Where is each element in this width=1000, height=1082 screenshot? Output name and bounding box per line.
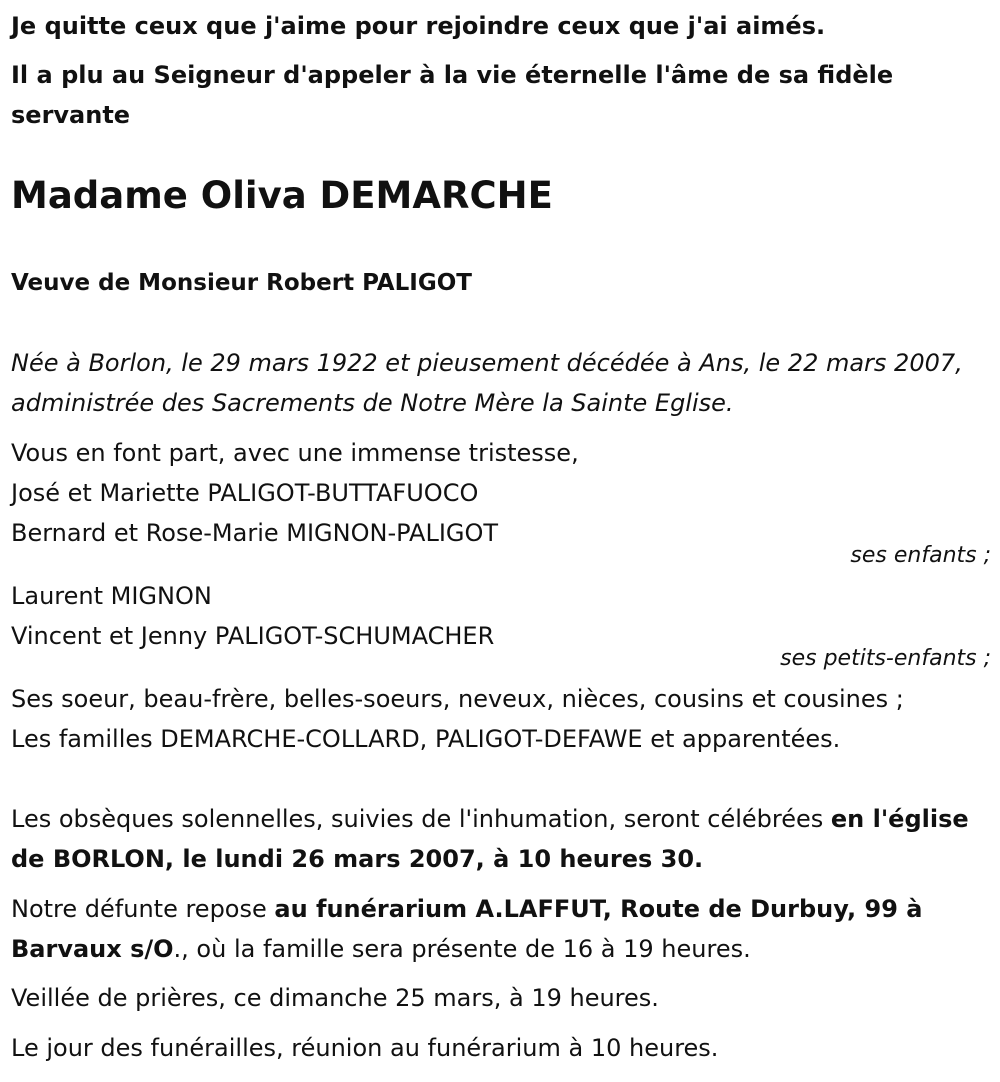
ceremony-details (11, 799, 991, 879)
meeting-details: Le jour des funérailles, réunion au funérarium à 10 heures. (11, 1034, 719, 1062)
rest-suffix: ., où la famille sera présente de 16 à 19 heures. (173, 935, 751, 963)
families-line: Les familles DEMARCHE-COLLARD, PALIGOT-DEFAWE et apparentées. (11, 725, 841, 753)
epigraph-quote: Je quitte ceux que j'aime pour rejoindre ceux que j'ai aimés. (11, 12, 826, 40)
announcement-intro: Vous en font part, avec une immense tristesse, (11, 439, 579, 467)
deceased-name: Madame Oliva DEMARCHE (11, 174, 553, 217)
epigraph-prayer: Il a plu au Seigneur d'appeler à la vie éternelle l'âme de sa fidèle servante (11, 61, 894, 129)
grandchildren-label: ses petits-enfants ; (780, 646, 991, 671)
rest-details (11, 889, 991, 969)
birth-death-details: Née à Borlon, le 29 mars 1922 et pieusement décédée à Ans, le 22 mars 2007, administrée des Sacrements de Notre Mère la Sainte Eglise. (11, 349, 963, 417)
funeral-home-address: au funérarium A.LAFFUT, Route de Durbuy, 99 à Barvaux s/O (11, 895, 923, 963)
ceremony-prefix: Les obsèques solennelles, suivies de l'inhumation, seront célébrées (11, 805, 831, 833)
vigil-details: Veillée de prières, ce dimanche 25 mars, à 19 heures. (11, 984, 659, 1012)
rest-prefix: Notre défunte repose (11, 895, 275, 923)
grandchild-line: Vincent et Jenny PALIGOT-SCHUMACHER (11, 622, 495, 650)
widow-of: Veuve de Monsieur Robert PALIGOT (11, 270, 472, 296)
child-line: Bernard et Rose-Marie MIGNON-PALIGOT (11, 519, 499, 547)
grandchild-line: Laurent MIGNON (11, 582, 212, 610)
relatives-line: Ses soeur, beau-frère, belles-soeurs, neveux, nièces, cousins et cousines ; (11, 685, 904, 713)
child-line: José et Mariette PALIGOT-BUTTAFUOCO (11, 479, 479, 507)
children-label: ses enfants ; (850, 543, 991, 568)
ceremony-location-time: en l'église de BORLON, le lundi 26 mars 2007, à 10 heures 30. (11, 805, 969, 873)
